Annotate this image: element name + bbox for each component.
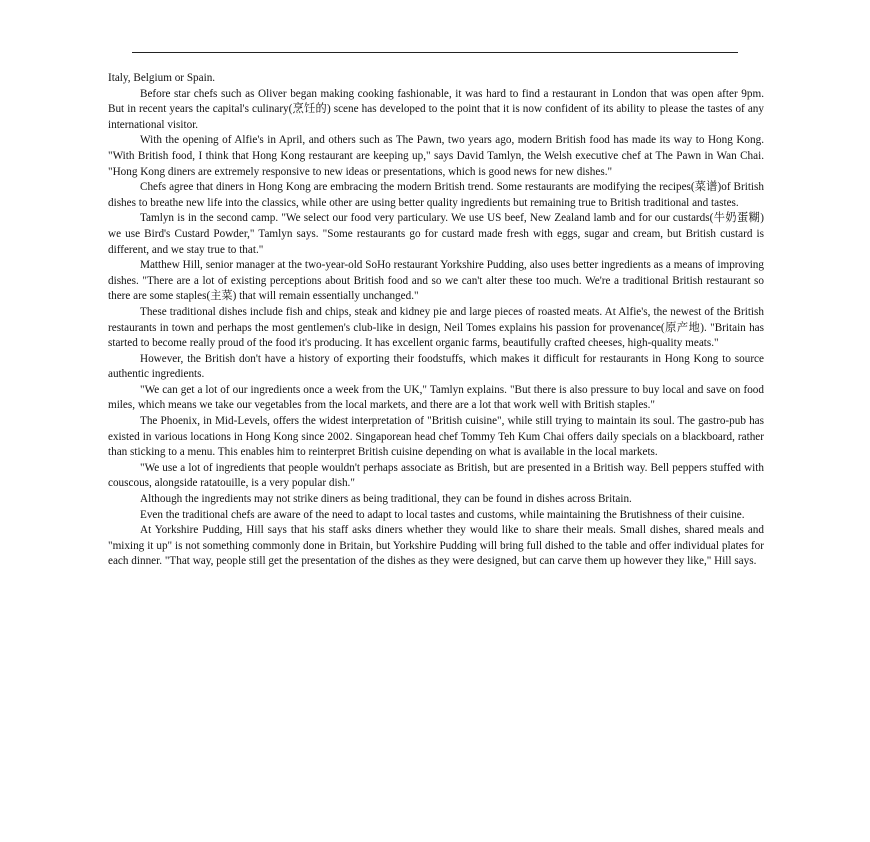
paragraph-13: Even the traditional chefs are aware of the need to adapt to local tastes and customs, while maintaining the Brutishness of their cuisine. [140,508,745,521]
header-rule [132,52,738,53]
paragraph-12: Although the ingredients may not strike diners as being traditional, they can be found in dishes across Britain. [140,493,632,506]
paragraph-11: "We use a lot of ingredients that people wouldn't perhaps associate as British, but are presented in a British way. Bell peppers stuffed with couscous, alongside ratatouille, is a very popular dish." [108,461,764,490]
paragraph-6: Matthew Hill, senior manager at the two-year-old SoHo restaurant Yorkshire Pudding, also uses better ingredients as a means of improving dishes. "There are a lot of existing perceptions about British food and so we can't alter these too much. We're a traditional British restaurant so there are some staples(主菜) that will remain essentially unchanged." [108,259,764,303]
article-body [108,71,764,570]
paragraph-9: "We can get a lot of our ingredients once a week from the UK," Tamlyn explains. "But there is also pressure to buy local and save on food miles, which means we take our vegetables from the local markets, and there are a lot that work well with British staples." [108,383,764,412]
paragraph-5: Tamlyn is in the second camp. "We select our food very particulary. We use US beef, New Zealand lamb and for our custards(牛奶蛋糊) we use Bird's Custard Powder," Tamlyn says. "Some restaurants go for custard made fresh with eggs, sugar and cream, but British custard is different, and we stay true to that." [108,212,764,256]
paragraph-1: Italy, Belgium or Spain. [108,72,216,84]
paragraph-4: Chefs agree that diners in Hong Kong are embracing the modern British trend. Some restaurants are modifying the recipes(菜谱)of British dishes to breathe new life into the classics, while other are using better quality ingredients but remaining true to British traditional and tastes. [108,181,764,209]
paragraph-10: The Phoenix, in Mid-Levels, offers the widest interpretation of "British cuisine", while still trying to maintain its soul. The gastro-pub has existed in various locations in Hong Kong since 2002. Singaporean head chef Tommy Teh Kum Chai offers daily specials on a blackboard, rather than sticking to a menu. This enables him to reinterpret British cuisine depending on what is available in the local markets. [108,415,764,459]
paragraph-14: At Yorkshire Pudding, Hill says that his staff asks diners whether they would like to share their meals. Small dishes, shared meals and "mixing it up" is not something commonly done in Britain, but Yorkshire Pudding will bring full dished to the table and offer individual plates for each dinner. "That way, people still get the presentation of the dishes as they were designed, but can carve them up however they like," Hill says. [108,524,764,568]
paragraph-7: These traditional dishes include fish and chips, steak and kidney pie and large pieces of roasted meats. At Alfie's, the newest of the British restaurants in town and perhaps the most gentlemen's club-like in design, Neil Tomes explains his passion for provenance(原产地). "Britain has started to become really proud of the food it's producing. It has excellent organic farms, beautifully crafted cheeses, high-quality meats." [108,305,764,350]
paragraph-2: Before star chefs such as Oliver began making cooking fashionable, it was hard to find a restaurant in London that was open after 9pm. But in recent years the capital's culinary(烹饪的) scene has developed to the point that it is now confident of its ability to please the tastes of any international visitor. [108,87,764,131]
paragraph-3: With the opening of Alfie's in April, and others such as The Pawn, two years ago, modern British food has made its way to Hong Kong. "With British food, I think that Hong Kong restaurant are keeping up," says David Tamlyn, the Welsh executive chef at The Pawn in Wan Chai. "Hong Kong diners are extremely responsive to new ideas or presentations, which is good news for new dishes." [108,134,764,178]
paragraph-8: However, the British don't have a history of exporting their foodstuffs, which makes it difficult for restaurants in Hong Kong to source authentic ingredients. [108,352,764,381]
